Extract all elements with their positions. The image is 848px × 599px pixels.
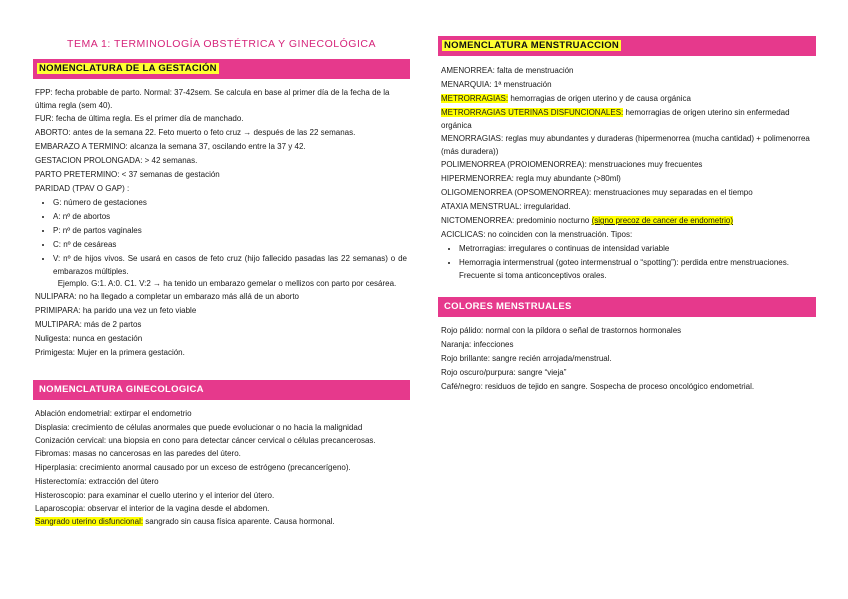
- section-header-gestacion: [33, 59, 410, 79]
- ginecologica-line: Histeroscopio: para examinar el cuello uterino y el interior del útero.: [35, 491, 275, 500]
- paridad-list: [35, 196, 407, 278]
- list-item: • P: nº de partos vaginales: [53, 224, 407, 238]
- highlighted-note: (signo precoz de cancer de endometrio): [591, 216, 733, 225]
- menstruacion-line: AMENORREA: falta de menstruación: [441, 66, 574, 75]
- section-header-menstruacion: [438, 36, 816, 56]
- term-definition: NICTOMENORREA: predominio nocturno: [441, 216, 592, 225]
- section-header-menstruacion-label: NOMENCLATURA MENSTRUACCION: [444, 40, 620, 51]
- gestacion-line: PARTO PRETERMINO: < 37 semanas de gestación: [35, 170, 220, 179]
- gestacion-line: GESTACION PROLONGADA: > 42 semanas.: [35, 156, 198, 165]
- colores-section: [441, 324, 813, 394]
- list-item: • G: número de gestaciones: [53, 196, 407, 210]
- ginecologica-line: Fibromas: masas no cancerosas en las paredes del útero.: [35, 449, 241, 458]
- highlighted-term: METRORRAGIAS:: [441, 94, 509, 103]
- colores-line: Rojo brillante: sangre recién arrojada/menstrual.: [441, 354, 612, 363]
- ginecologica-line: Laparoscopia: observar el interior de la vagina desde el abdomen.: [35, 504, 270, 513]
- gestacion-line: Nuligesta: nunca en gestación: [35, 334, 143, 343]
- paridad-example: Ejemplo. G:1. A:0. C1. V:2 → ha tenido un embarazo gemelar o mellizos con parto por cesárea.: [57, 279, 397, 288]
- menstruacion-line: MENARQUIA: 1ª menstruación: [441, 80, 552, 89]
- menstruacion-line: [441, 92, 813, 106]
- colores-line: Naranja: infecciones: [441, 340, 514, 349]
- gestacion-line: PARIDAD (TPAV O GAP) :: [35, 184, 130, 193]
- menstruacion-line: [441, 214, 813, 228]
- menstruacion-line: ATAXIA MENSTRUAL: irregularidad.: [441, 202, 571, 211]
- ginecologica-line: Ablación endometrial: extirpar el endometrio: [35, 409, 192, 418]
- ginecologica-section: [35, 407, 407, 529]
- menstruacion-line: ACICLICAS: no coinciden con la menstruación. Tipos:: [441, 230, 633, 239]
- ginecologica-line: Histerectomía: extracción del útero: [35, 477, 159, 486]
- colores-line: Rojo oscuro/purpura: sangre “vieja”: [441, 368, 567, 377]
- menstruacion-line: OLIGOMENORREA (OPSOMENORREA): menstruaciones muy separadas en el tiempo: [441, 188, 753, 197]
- term-definition: sangrado sin causa física aparente. Causa hormonal.: [143, 517, 335, 526]
- ginecologica-line: Hiperplasia: crecimiento anormal causado por un exceso de estrógeno (precancerígeno).: [35, 463, 351, 472]
- gestacion-line: MULTIPARA: más de 2 partos: [35, 320, 142, 329]
- gestacion-line: Primigesta: Mujer en la primera gestación.: [35, 348, 185, 357]
- section-header-gestacion-label: NOMENCLATURA DE LA GESTACIÓN: [39, 63, 217, 74]
- gestacion-line: ABORTO: antes de la semana 22. Feto muerto o feto cruz → después de las 22 semanas.: [35, 128, 356, 137]
- colores-line: Rojo pálido: normal con la píldora o señal de trastornos hormonales: [441, 326, 682, 335]
- term-definition: hemorragias de origen uterino sin enfermedad orgánica: [441, 108, 790, 130]
- gestacion-line: FUR: fecha de última regla. Es el primer día de manchado.: [35, 114, 244, 123]
- list-item: • Hemorragia intermenstrual (goteo intermenstrual o “spotting”): perdida entre menstruaciones. Frecuente si toma anticonceptivos orales.: [459, 256, 813, 282]
- highlighted-term: METRORRAGIAS UTERINAS DISFUNCIONALES:: [441, 108, 624, 117]
- menstruacion-line: POLIMENORREA (PROIOMENORREA): menstruaciones muy frecuentes: [441, 160, 703, 169]
- ginecologica-line: [35, 515, 407, 529]
- page-title: TEMA 1: TERMINOLOGÍA OBSTÉTRICA Y GINECOLÓGICA: [67, 38, 376, 50]
- colores-line: Café/negro: residuos de tejido en sangre. Sospecha de proceso oncológico endometrial.: [441, 382, 755, 391]
- term-definition: hemorragias de origen uterino y de causa orgánica: [508, 94, 691, 103]
- menstruacion-section: [441, 64, 813, 282]
- gestacion-section: [35, 86, 407, 360]
- list-item: • C: nº de cesáreas: [53, 238, 407, 252]
- section-header-ginecologica: NOMENCLATURA GINECOLOGICA: [33, 380, 410, 400]
- gestacion-line: PRIMIPARA: ha parido una vez un feto viable: [35, 306, 197, 315]
- menstruacion-line: HIPERMENORREA: regla muy abundante (>80ml): [441, 174, 621, 183]
- ginecologica-line: Conización cervical: una biopsia en cono para detectar cáncer cervical o células precancerosas.: [35, 436, 376, 445]
- list-item: • Metrorragias: irregulares o continuas de intensidad variable: [459, 242, 813, 256]
- list-item: • V: nº de hijos vivos. Se usará en casos de feto cruz (hijo fallecido pasadas las 22 semanas) o de embarazos múltiples.: [53, 252, 407, 278]
- menstruacion-line: [441, 106, 813, 132]
- aciclicas-list: [441, 242, 813, 282]
- ginecologica-line: Displasia: crecimiento de células anormales que puede evolucionar o no hacia la malignidad: [35, 423, 363, 432]
- gestacion-line: NULIPARA: no ha llegado a completar un embarazo más allá de un aborto: [35, 292, 300, 301]
- section-header-colores: COLORES MENSTRUALES: [438, 297, 816, 317]
- highlighted-term: Sangrado uterino disfuncional:: [35, 517, 144, 526]
- gestacion-line: FPP: fecha probable de parto. Normal: 37-42sem. Se calcula en base al primer día de la fecha de la última regla (sem 40).: [35, 88, 390, 110]
- menstruacion-line: MENORRAGIAS: reglas muy abundantes y duraderas (hipermenorrea (mucha cantidad) + polimenorrea (más duradera)): [441, 134, 810, 156]
- gestacion-line: EMBARAZO A TERMINO: alcanza la semana 37, oscilando entre la 37 y 42.: [35, 142, 306, 151]
- list-item: • A: nº de abortos: [53, 210, 407, 224]
